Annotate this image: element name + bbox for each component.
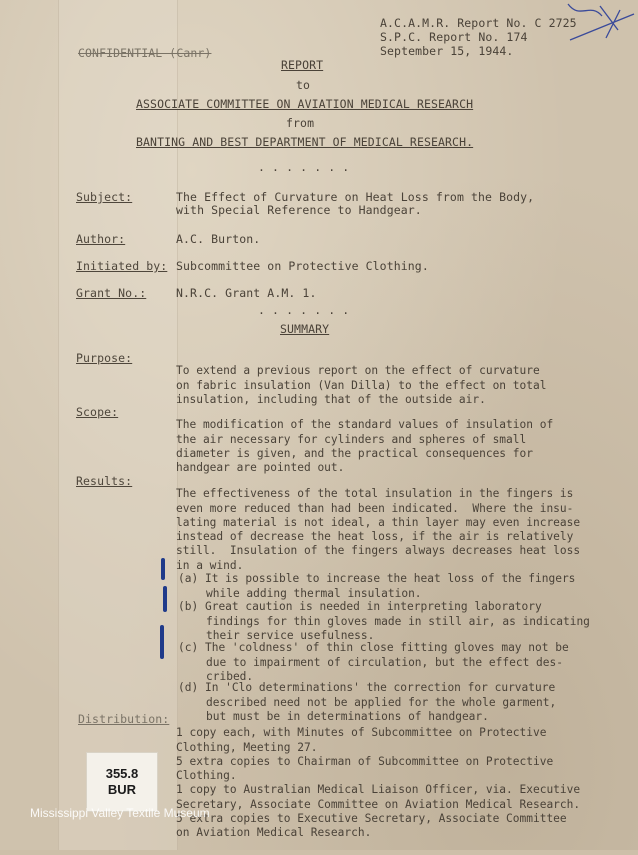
committee-name: ASSOCIATE COMMITTEE ON AVIATION MEDICAL RESEARCH [136, 97, 474, 111]
scope-label: Scope: [76, 405, 119, 419]
dots-divider: . . . . . . . [258, 160, 350, 174]
initiated-value: Subcommittee on Protective Clothing. [176, 259, 429, 273]
summary-dots: . . . . . . . [258, 303, 350, 317]
spc-report-number: S.P.C. Report No. 174 [380, 30, 528, 44]
item-b: (b) Great caution is needed in interpreting laboratory findings for thin gloves made in still air, as indicating their service usefulness. [178, 600, 590, 642]
handwritten-scrawl [560, 0, 638, 60]
subject-label: Subject: [76, 190, 133, 204]
ink-mark-c [160, 625, 164, 659]
item-a: (a) It is possible to increase the heat loss of the fingers while adding thermal insulation. [178, 572, 576, 600]
initiated-label: Initiated by: [76, 259, 168, 273]
purpose-text: To extend a previous report on the effect of curvature on fabric insulation (Van Dilla) to the effect on total insulation, including that of the outside air. [176, 364, 547, 406]
author-label: Author: [76, 232, 126, 246]
results-label: Results: [76, 474, 133, 488]
purpose-label: Purpose: [76, 351, 133, 365]
subject-line-1: The Effect of Curvature on Heat Loss from the Body, [176, 190, 535, 204]
scope-text: The modification of the standard values of insulation of the air necessary for cylinders and spheres of small diameter is given, and the practical consequences for handgear are pointed out. [176, 418, 554, 475]
sticker-call-number: 355.8 [105, 766, 139, 781]
author-value: A.C. Burton. [176, 232, 261, 246]
grant-label: Grant No.: [76, 286, 147, 300]
item-c: (c) The 'coldness' of thin close fitting gloves may not be due to impairment of circulation, but the effect des- cribed. [178, 641, 569, 683]
report-number: A.C.A.M.R. Report No. C 2725 [380, 16, 577, 30]
classification-stamp: CONFIDENTIAL (Canr) [78, 46, 212, 60]
subject-line-2: with Special Reference to Handgear. [176, 203, 422, 217]
from-text: from [286, 116, 315, 130]
catalog-sticker [86, 752, 158, 812]
to-text: to [296, 78, 311, 92]
report-heading: REPORT [281, 58, 324, 72]
sticker-code: BUR [107, 782, 137, 797]
item-d: (d) In 'Clo determinations' the correction for curvature described need not be applied for the whole garment, but must be in determinations of handgear. [178, 681, 557, 723]
report-date: September 15, 1944. [380, 44, 514, 58]
ink-mark-a [161, 558, 165, 580]
department-name: BANTING AND BEST DEPARTMENT OF MEDICAL RESEARCH. [136, 135, 474, 149]
ink-mark-b [163, 586, 167, 612]
grant-value: N.R.C. Grant A.M. 1. [176, 286, 317, 300]
museum-watermark: Mississippi Valley Textile Museum [30, 806, 210, 820]
distribution-text: 1 copy each, with Minutes of Subcommittee on Protective Clothing, Meeting 27. 5 extra copies to Chairman of Subcommittee on Protective Clothing. 1 copy to Australian Medical Liaison Officer, via. Executive Secretary, Associate Committee on Aviation Medical Research. 5 extra copies to Executive Secretary, Associate Committee on Aviation Medical Research. [176, 726, 581, 840]
results-text: The effectiveness of the total insulation in the fingers is even more reduced than had been indicated. Where the insu- lating material is not ideal, a thin layer may even increase instead of decrease the heat loss, if the air is relatively still. Insulation of the fingers always decreases heat loss in a wind. [176, 487, 581, 572]
distribution-label: Distribution: [78, 712, 170, 726]
summary-heading: SUMMARY [280, 322, 330, 336]
